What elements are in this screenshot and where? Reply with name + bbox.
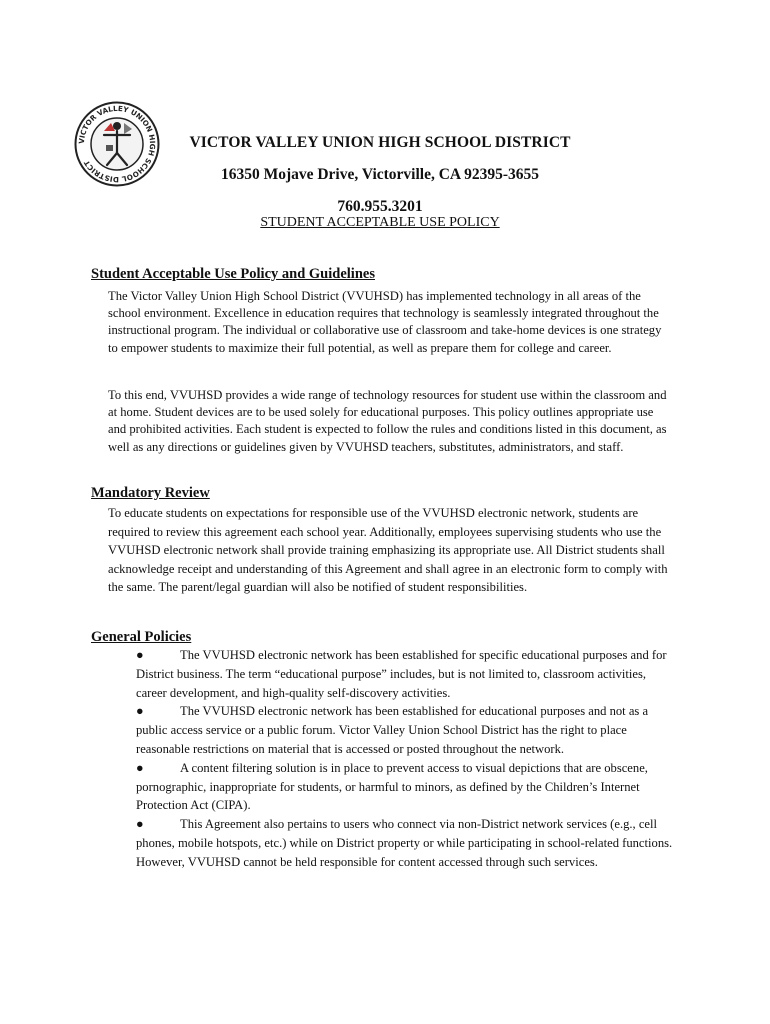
mandatory-review-paragraph: To educate students on expectations for responsible use of the VVUHSD electronic network, students are required to review this agreement each school year. Additionally, employees supervising students who use the VVUHSD electronic network shall provide training emphasizing its appropriate use. All District students shall acknowledge receipt and understanding of this Agreement and shall agree in an electronic form to comply with the same. The parent/legal guardian will also be notified of student responsibilities. <box>108 506 668 595</box>
bullet-icon: ● <box>136 648 144 662</box>
general-policies-list <box>136 646 674 872</box>
section-heading-guidelines: Student Acceptable Use Policy and Guidelines <box>91 266 375 282</box>
guidelines-paragraph-2: To this end, VVUHSD provides a wide range of technology resources for student use within the classroom and at home. Student devices are to be used solely for educational purposes. This policy outlines appropriate use and prohibited activities. Each student is expected to follow the rules and conditions listed in this document, as well as any directions or guidelines given by VVUHSD teachers, substitutes, administrators, and staff. <box>108 388 667 454</box>
list-item: ● The VVUHSD electronic network has been established for educational purposes and not as a public access service or a public forum. Victor Valley Union School District has the right to place reasonable restrictions on material that is accessed or posted throughout the network. <box>136 704 649 756</box>
bullet-icon: ● <box>136 817 144 832</box>
district-name: VICTOR VALLEY UNION HIGH SCHOOL DISTRICT <box>189 134 571 151</box>
policy-title: STUDENT ACCEPTABLE USE POLICY <box>260 215 500 230</box>
list-item: ● A content filtering solution is in place to prevent access to visual depictions that are obscene, pornographic, inappropriate for students, or harmful to minors, as defined by the Children’s Internet Protection Act (CIPA). <box>136 760 648 813</box>
list-item: ● This Agreement also pertains to users who connect via non-District network services (e.g., cell phones, mobile hotspots, etc.) while on District property or while participating in school-related functions. However, VVUHSD cannot be held responsible for content accessed through such services. <box>136 817 673 869</box>
district-address: 16350 Mojave Drive, Victorville, CA 92395-3655 <box>220 166 540 183</box>
section-heading-general-policies: General Policies <box>91 629 192 645</box>
svg-text:VICTOR VALLEY UNION HIGH SCHOO: VICTOR VALLEY UNION HIGH SCHOOL DISTRICT <box>76 103 158 185</box>
district-phone: 760.955.3201 <box>337 198 423 215</box>
bullet-icon: ● <box>136 704 144 719</box>
section-heading-mandatory-review: Mandatory Review <box>91 485 210 501</box>
guidelines-paragraph-1: The Victor Valley Union High School District (VVUHSD) has implemented technology in all areas of the school environment. Excellence in education requires that technology is seamlessly integrated throughout the instructional program. The individual or collaborative use of classroom and take-home devices is one strategy to empower students to maximize their full potential, as well as prepare them for college and career. <box>108 289 662 355</box>
district-seal-icon <box>74 101 160 187</box>
bullet-icon: ● <box>136 760 144 775</box>
list-item: ● The VVUHSD electronic network has been established for specific educational purposes and for District business. The term “educational purpose” includes, but is not limited to, classroom activities, career development, and high-quality self-discovery activities. <box>136 648 667 700</box>
